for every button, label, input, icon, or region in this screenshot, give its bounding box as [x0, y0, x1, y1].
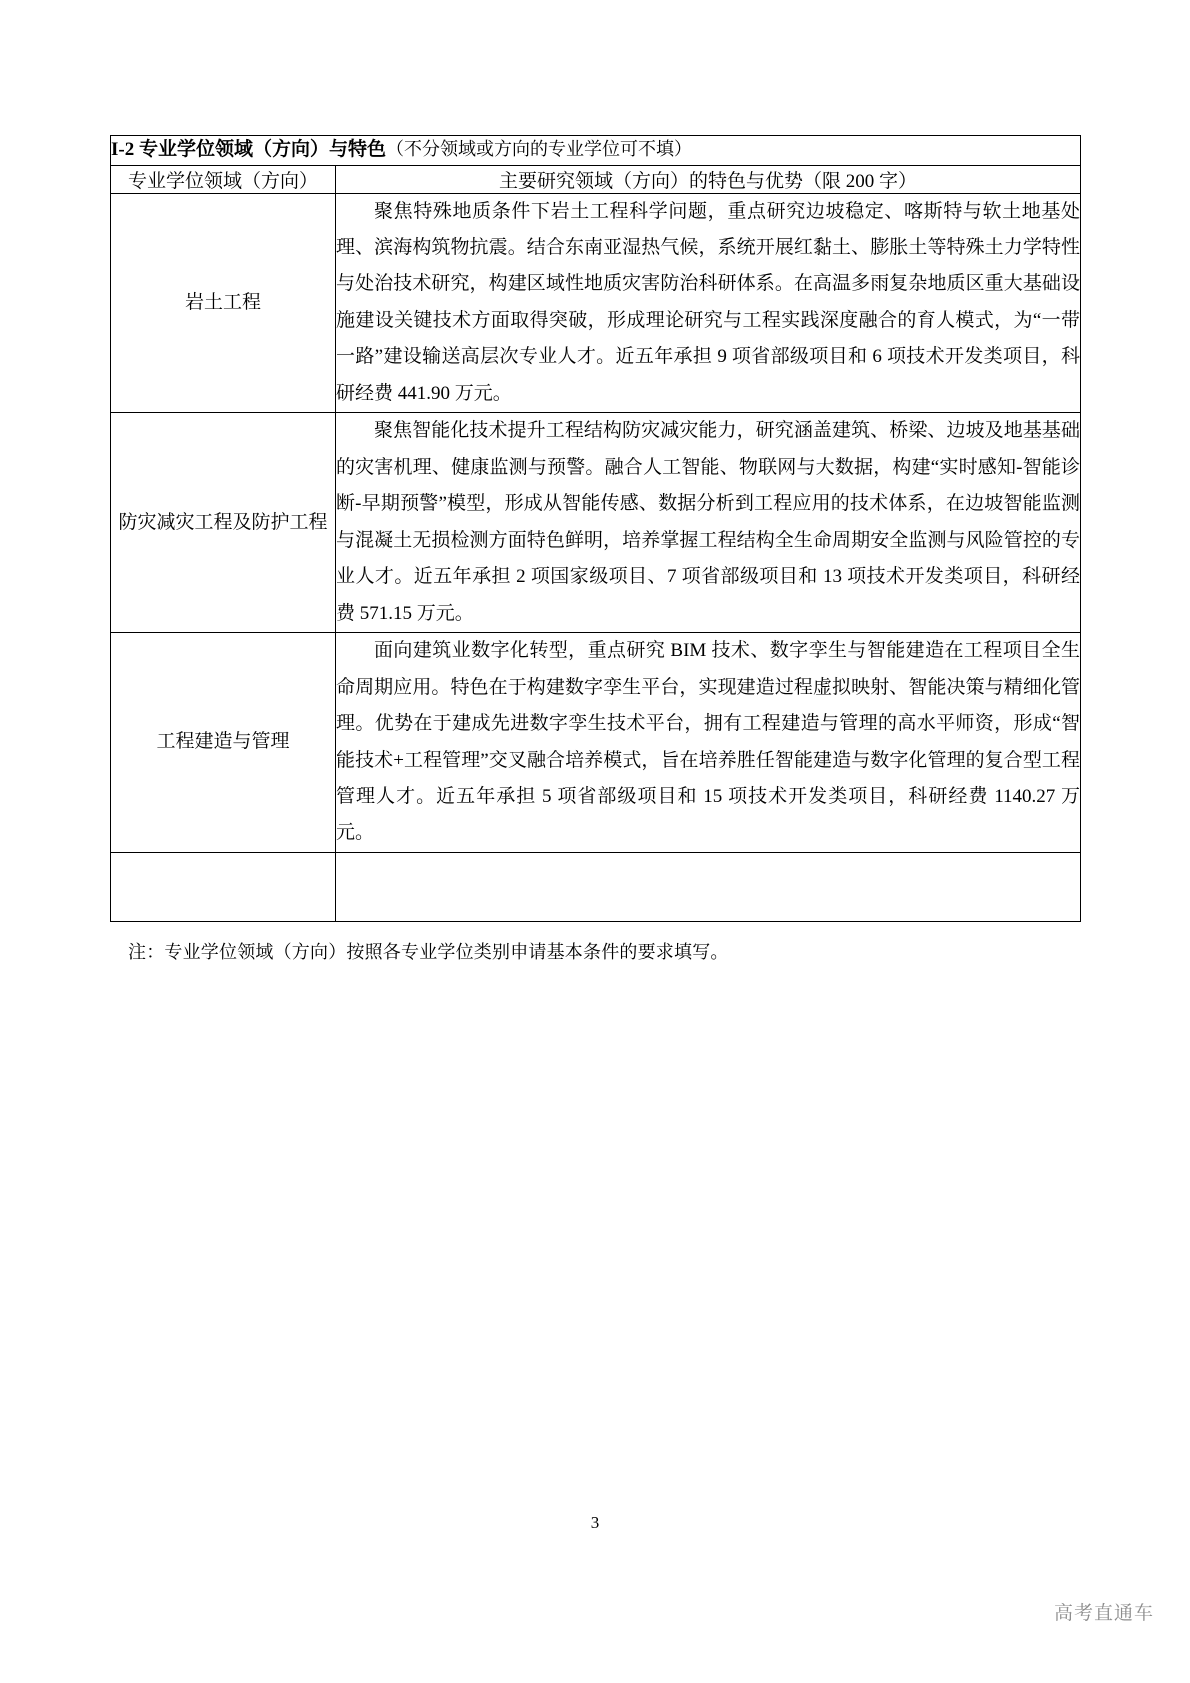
field-description-text: 聚焦特殊地质条件下岩土工程科学问题，重点研究边坡稳定、喀斯特与软土地基处理、滨海构筑物抗震。结合东南亚湿热气候，系统开展红黏土、膨胀土等特殊土力学特性与处治技术研究，构建区域性地质灾害防治科研体系。在高温多雨复杂地质区重大基础设施建设关键技术方面取得突破，形成理论研究与工程实践深度融合的育人模式，为“一带一路”建设输送高层次专业人才。近五年承担 9 项省部级项目和 6 项技术开发类项目，科研经费 441.90 万元。 [336, 200, 1081, 404]
table-row [111, 193, 1081, 413]
field-description [336, 413, 1081, 633]
field-name: 防灾减灾工程及防护工程 [111, 413, 336, 633]
table-row [111, 413, 1081, 633]
header-field: 专业学位领域（方向） [111, 165, 336, 193]
field-description [336, 633, 1081, 853]
section-title-note: （不分领域或方向的专业学位可不填） [385, 139, 692, 159]
field-name: 岩土工程 [111, 193, 336, 413]
field-name: 工程建造与管理 [111, 633, 336, 853]
field-description-text: 面向建筑业数字化转型，重点研究 BIM 技术、数字孪生与智能建造在工程项目全生命周期应用。特色在于构建数字孪生平台，实现建造过程虚拟映射、智能决策与精细化管理。优势在于建成先进数字孪生技术平台，拥有工程建造与管理的高水平师资，形成“智能技术+工程管理”交叉融合培养模式，旨在培养胜任智能建造与数字化管理的复合型工程管理人才。近五年承担 5 项省部级项目和 15 项技术开发类项目，科研经费 1140.27 万元。 [336, 640, 1081, 844]
section-title-cell [111, 136, 1081, 166]
field-description [336, 852, 1081, 921]
table-title-row [111, 136, 1081, 166]
header-features: 主要研究领域（方向）的特色与优势（限 200 字） [336, 165, 1081, 193]
watermark: 高考直通车 [1053, 1603, 1154, 1624]
table-footnote: 注：专业学位领域（方向）按照各专业学位类别申请基本条件的要求填写。 [128, 942, 729, 962]
table-header-row [111, 165, 1081, 193]
page-number: 3 [590, 1513, 600, 1532]
field-name [111, 852, 336, 921]
table-row-empty [111, 852, 1081, 921]
field-description [336, 193, 1081, 413]
section-title-main: I-2 专业学位领域（方向）与特色 [111, 139, 386, 160]
table-row [111, 633, 1081, 853]
field-description-text: 聚焦智能化技术提升工程结构防灾减灾能力，研究涵盖建筑、桥梁、边坡及地基基础的灾害机理、健康监测与预警。融合人工智能、物联网与大数据，构建“实时感知-智能诊断-早期预警”模型，形成从智能传感、数据分析到工程应用的技术体系，在边坡智能监测与混凝土无损检测方面特色鲜明，培养掌握工程结构全生命周期安全监测与风险管控的专业人才。近五年承担 2 项国家级项目、7 项省部级项目和 13 项技术开发类项目，科研经费 571.15 万元。 [336, 420, 1081, 624]
degree-field-table [110, 135, 1081, 922]
